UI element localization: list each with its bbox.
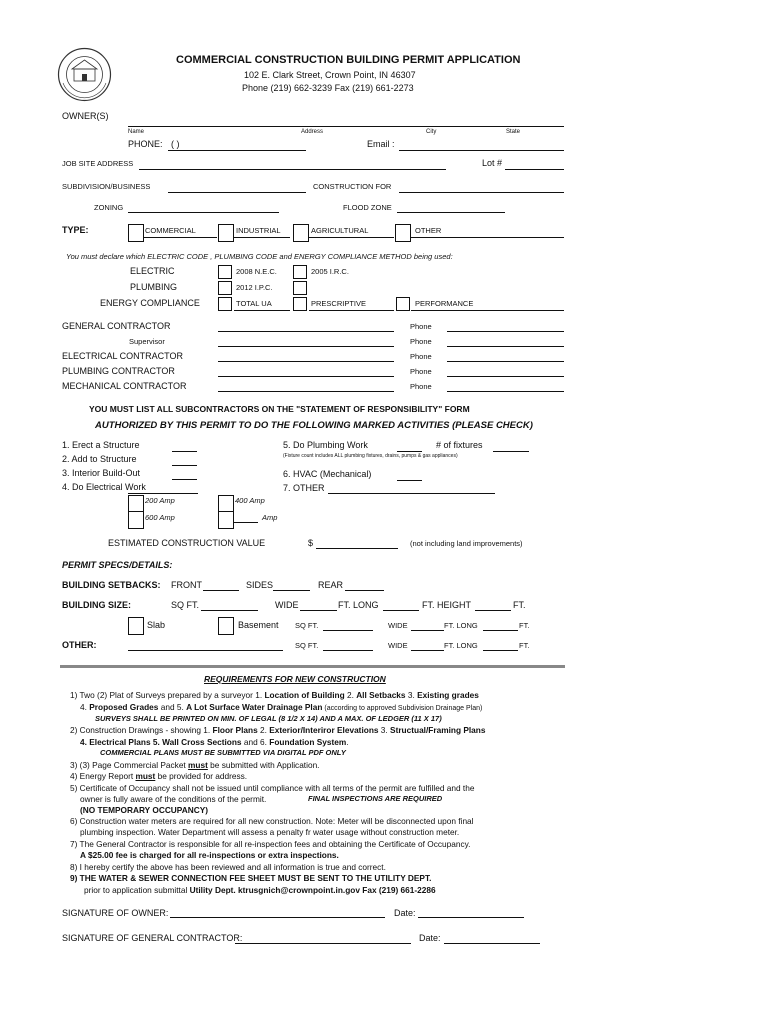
job-site-field[interactable] — [139, 169, 446, 170]
total-ua-checkbox[interactable] — [218, 297, 232, 311]
basement-checkbox[interactable] — [218, 617, 234, 635]
other-label: OTHER: — [62, 640, 97, 650]
amp-600-checkbox[interactable] — [128, 511, 144, 529]
activity-electrical-label: 4. Do Electrical Work — [62, 482, 146, 492]
estimate-field[interactable] — [316, 548, 398, 549]
activity-hvac-field[interactable] — [397, 480, 422, 481]
requirement-5: 5) Certificate of Occupancy shall not be issued until compliance with all terms of the permit are fulfilled and the — [70, 783, 475, 793]
estimate-dollar: $ — [308, 538, 314, 548]
supervisor-field[interactable] — [218, 346, 394, 347]
type-commercial-checkbox[interactable] — [128, 224, 144, 242]
total-ua-label: TOTAL UA — [236, 299, 272, 308]
size-height-label: FT. HEIGHT — [422, 600, 471, 610]
section-divider — [60, 665, 565, 668]
flood-zone-label: FLOOD ZONE — [343, 203, 392, 212]
amp-200-label: 200 Amp — [145, 496, 175, 505]
plumbing-contractor-phone-field[interactable] — [447, 376, 564, 377]
plumbing-code-label: PLUMBING — [130, 282, 178, 292]
activity-plumbing-label: 5. Do Plumbing Work — [283, 440, 368, 450]
type-commercial-label: COMMERCIAL — [145, 226, 196, 235]
size-sqft-label: SQ FT. — [171, 600, 200, 610]
rear-label: REAR — [318, 580, 344, 590]
ipc-2012-label: 2012 I.P.C. — [236, 283, 273, 292]
nec-2008-label: 2008 N.E.C. — [236, 267, 277, 276]
basement-long-field[interactable] — [483, 630, 518, 631]
activity-electrical-line — [128, 493, 198, 494]
prescriptive-line — [309, 310, 394, 311]
pdf-only-note: COMMERCIAL PLANS MUST BE SUBMITTED VIA DIGITAL PDF ONLY — [100, 748, 346, 757]
owner-phone-paren: ( ) — [171, 139, 180, 149]
owner-signature-label: SIGNATURE OF OWNER: — [62, 908, 169, 918]
type-industrial-line — [234, 237, 290, 238]
no-temporary-occupancy: (NO TEMPORARY OCCUPANCY) — [80, 805, 208, 815]
plumbing-contractor-field[interactable] — [218, 376, 394, 377]
fixtures-label: # of fixtures — [436, 440, 483, 450]
fixtures-field[interactable] — [493, 451, 529, 452]
type-commercial-line — [143, 237, 217, 238]
construction-for-label: CONSTRUCTION FOR — [313, 182, 392, 191]
owner-col-city: City — [426, 129, 437, 135]
size-wide-field[interactable] — [300, 610, 337, 611]
owner-line[interactable] — [128, 126, 564, 127]
mechanical-contractor-phone-label: Phone — [410, 382, 432, 391]
type-other-label: OTHER — [415, 226, 442, 235]
city-seal-icon — [57, 47, 112, 102]
requirement-9-cont: prior to application submittal Utility Dept. ktrusgnich@crownpoint.in.gov Fax (219) 661-2286 — [84, 885, 436, 895]
sides-field[interactable] — [273, 590, 310, 591]
reinspection-fee-note: A $25.00 fee is charged for all re-inspections or extra inspections. — [80, 850, 339, 860]
front-label: FRONT — [171, 580, 202, 590]
other-ft-label: FT. — [519, 641, 530, 650]
owner-email-field[interactable] — [399, 150, 564, 151]
activity-add-field[interactable] — [172, 465, 197, 466]
survey-paper-note: SURVEYS SHALL BE PRINTED ON MIN. OF LEGAL (8 1/2 X 14) AND A MAX. OF LEDGER (11 X 17) — [95, 714, 442, 723]
flood-zone-field[interactable] — [397, 212, 505, 213]
subcontractor-notice: YOU MUST LIST ALL SUBCONTRACTORS ON THE "STATEMENT OF RESPONSIBILITY" FORM — [89, 404, 470, 414]
size-ft-label: FT. — [513, 600, 526, 610]
lot-field[interactable] — [505, 169, 564, 170]
office-address: 102 E. Clark Street, Crown Point, IN 46307 — [244, 70, 416, 80]
type-label: TYPE: — [62, 225, 89, 235]
activity-erect-field[interactable] — [172, 451, 197, 452]
owner-col-address: Address — [301, 129, 324, 135]
general-contractor-label: GENERAL CONTRACTOR — [62, 321, 171, 331]
electrical-contractor-field[interactable] — [218, 361, 394, 362]
zoning-label: ZONING — [94, 203, 124, 212]
prescriptive-label: PRESCRIPTIVE — [311, 299, 367, 308]
ipc-2012-checkbox[interactable] — [218, 281, 232, 295]
performance-label: PERFORMANCE — [415, 299, 474, 308]
performance-checkbox[interactable] — [396, 297, 410, 311]
other-sqft-label: SQ FT. — [295, 641, 319, 650]
front-field[interactable] — [203, 590, 239, 591]
basement-wide-label: WIDE — [388, 621, 408, 630]
construction-for-field[interactable] — [399, 192, 564, 193]
size-sqft-field[interactable] — [201, 610, 258, 611]
size-long-field[interactable] — [383, 610, 419, 611]
irc-2005-checkbox[interactable] — [293, 265, 307, 279]
gc-signature-field[interactable] — [235, 943, 411, 944]
electrical-contractor-phone-field[interactable] — [447, 361, 564, 362]
owner-phone-field[interactable] — [168, 150, 306, 151]
performance-line — [411, 310, 564, 311]
rear-field[interactable] — [345, 590, 384, 591]
mechanical-contractor-field[interactable] — [218, 391, 394, 392]
supervisor-phone-label: Phone — [410, 337, 432, 346]
form-title: COMMERCIAL CONSTRUCTION BUILDING PERMIT APPLICATION — [176, 54, 521, 66]
activity-other-label: 7. OTHER — [283, 483, 325, 493]
owner-label: OWNER(S) — [62, 111, 109, 121]
activity-add-label: 2. Add to Structure — [62, 454, 137, 464]
slab-checkbox[interactable] — [128, 617, 144, 635]
job-site-label: JOB SITE ADDRESS — [62, 159, 134, 168]
energy-label: ENERGY COMPLIANCE — [100, 298, 200, 308]
fixture-note: (Fixture count includes ALL plumbing fixtures, drains, pumps & gas appliances) — [283, 453, 458, 459]
owner-signature-field[interactable] — [170, 917, 385, 918]
authorized-heading: AUTHORIZED BY THIS PERMIT TO DO THE FOLLOWING MARKED ACTIVITIES (PLEASE CHECK) — [95, 420, 533, 431]
mechanical-contractor-phone-field[interactable] — [447, 391, 564, 392]
gc-date-field[interactable] — [444, 943, 540, 944]
type-agricultural-line — [309, 237, 394, 238]
activity-plumbing-field[interactable] — [397, 451, 422, 452]
sides-label: SIDES — [246, 580, 274, 590]
amp-600-label: 600 Amp — [145, 513, 175, 522]
size-wide-label: WIDE — [275, 600, 299, 610]
electrical-contractor-label: ELECTRICAL CONTRACTOR — [62, 351, 184, 361]
type-agricultural-checkbox[interactable] — [293, 224, 309, 242]
requirement-6-cont: plumbing inspection. Water Department will assess a penalty fr water usage without construction meter. — [80, 827, 460, 837]
type-industrial-checkbox[interactable] — [218, 224, 234, 242]
supervisor-label: Supervisor — [129, 337, 165, 346]
owner-email-label: Email : — [367, 139, 395, 149]
requirement-1-cont: 4. Proposed Grades and 5. A Lot Surface Water Drainage Plan (according to approved Subdivision Drainage Plan) — [80, 702, 483, 712]
owner-date-label: Date: — [394, 908, 416, 918]
amp-400-label: 400 Amp — [235, 496, 265, 505]
specs-title: PERMIT SPECS/DETAILS: — [62, 560, 173, 570]
requirement-2-cont: 4. Electrical Plans 5. Wall Cross Sections and 6. Foundation System. — [80, 737, 349, 747]
setbacks-label: BUILDING SETBACKS: — [62, 580, 161, 590]
basement-sqft-field[interactable] — [323, 630, 373, 631]
supervisor-phone-field[interactable] — [447, 346, 564, 347]
amp-custom-label: Amp — [262, 513, 278, 522]
size-height-field[interactable] — [475, 610, 511, 611]
building-size-label: BUILDING SIZE: — [62, 600, 131, 610]
plumbing-alt-checkbox[interactable] — [293, 281, 307, 295]
final-inspections-note: FINAL INSPECTIONS ARE REQUIRED — [308, 794, 443, 803]
amp-custom-field[interactable] — [234, 522, 258, 523]
basement-sqft-label: SQ FT. — [295, 621, 319, 630]
requirement-4: 4) Energy Report must be provided for address. — [70, 771, 248, 781]
type-agricultural-label: AGRICULTURAL — [311, 226, 369, 235]
estimate-note: (not including land improvements) — [410, 539, 523, 548]
basement-label: Basement — [238, 620, 279, 630]
zoning-field[interactable] — [128, 212, 279, 213]
requirement-2: 2) Construction Drawings - showing 1. Floor Plans 2. Exterior/Interiror Elevations 3. Structual/Framing Plans — [70, 725, 486, 735]
plumbing-contractor-label: PLUMBING CONTRACTOR — [62, 366, 175, 376]
subdivision-label: SUBDIVISION/BUSINESS — [62, 182, 151, 191]
activity-interior-field[interactable] — [172, 479, 197, 480]
subdivision-field[interactable] — [168, 192, 306, 193]
requirement-1: 1) Two (2) Plat of Surveys prepared by a surveyor 1. Location of Building 2. All Setbacks 3. Existing grades — [70, 690, 479, 700]
requirements-title: REQUIREMENTS FOR NEW CONSTRUCTION — [204, 674, 386, 684]
requirement-8: 8) I hereby certify the above has been reviewed and all information is true and correct. — [70, 862, 386, 872]
total-ua-line — [234, 310, 290, 311]
other-long-label: FT. LONG — [444, 641, 478, 650]
owner-phone-label: PHONE: — [128, 139, 163, 149]
slab-label: Slab — [147, 620, 166, 630]
gc-date-label: Date: — [419, 933, 441, 943]
amp-custom-checkbox[interactable] — [218, 511, 234, 529]
other-wide-label: WIDE — [388, 641, 408, 650]
requirement-3: 3) (3) Page Commercial Packet must be submitted with Application. — [70, 760, 320, 770]
owner-col-name: Name — [128, 129, 145, 135]
plumbing-contractor-phone-label: Phone — [410, 367, 432, 376]
other-long-field[interactable] — [483, 650, 518, 651]
lot-label: Lot # — [482, 158, 503, 168]
general-contractor-field[interactable] — [218, 331, 394, 332]
other-field[interactable] — [128, 650, 283, 651]
owner-col-state: State — [506, 129, 521, 135]
basement-long-label: FT. LONG — [444, 621, 478, 630]
estimate-label: ESTIMATED CONSTRUCTION VALUE — [108, 538, 266, 548]
mechanical-contractor-label: MECHANICAL CONTRACTOR — [62, 381, 187, 391]
nec-2008-checkbox[interactable] — [218, 265, 232, 279]
size-long-label: FT. LONG — [338, 600, 379, 610]
other-wide-field[interactable] — [411, 650, 444, 651]
other-sqft-field[interactable] — [323, 650, 373, 651]
type-industrial-label: INDUSTRIAL — [236, 226, 281, 235]
activity-hvac-label: 6. HVAC (Mechanical) — [283, 469, 372, 479]
requirement-9: 9) THE WATER & SEWER CONNECTION FEE SHEET MUST BE SENT TO THE UTILITY DEPT. — [70, 873, 432, 883]
general-contractor-phone-label: Phone — [410, 322, 432, 331]
basement-ft-label: FT. — [519, 621, 530, 630]
general-contractor-phone-field[interactable] — [447, 331, 564, 332]
activity-erect-label: 1. Erect a Structure — [62, 440, 140, 450]
type-other-line — [411, 237, 564, 238]
activity-interior-label: 3. Interior Build-Out — [62, 468, 141, 478]
electrical-contractor-phone-label: Phone — [410, 352, 432, 361]
prescriptive-checkbox[interactable] — [293, 297, 307, 311]
activity-other-field[interactable] — [328, 493, 495, 494]
requirement-6: 6) Construction water meters are required for all new construction. Note: Meter will be disconnected upon final — [70, 816, 474, 826]
office-phone: Phone (219) 662-3239 Fax (219) 661-2273 — [242, 83, 414, 93]
requirement-5-cont: owner is fully aware of the conditions of the permit. — [80, 794, 267, 804]
requirement-7: 7) The General Contractor is responsible for all re-inspection fees and obtaining the Certificate of Occupancy. — [70, 839, 471, 849]
code-declaration: You must declare which ELECTRIC CODE , PLUMBING CODE and ENERGY COMPLIANCE METHOD being used: — [66, 252, 453, 261]
irc-2005-label: 2005 I.R.C. — [311, 267, 349, 276]
type-other-checkbox[interactable] — [395, 224, 411, 242]
owner-date-field[interactable] — [418, 917, 524, 918]
electric-label: ELECTRIC — [130, 266, 175, 276]
basement-wide-field[interactable] — [411, 630, 444, 631]
gc-signature-label: SIGNATURE OF GENERAL CONTRACTOR: — [62, 933, 243, 943]
